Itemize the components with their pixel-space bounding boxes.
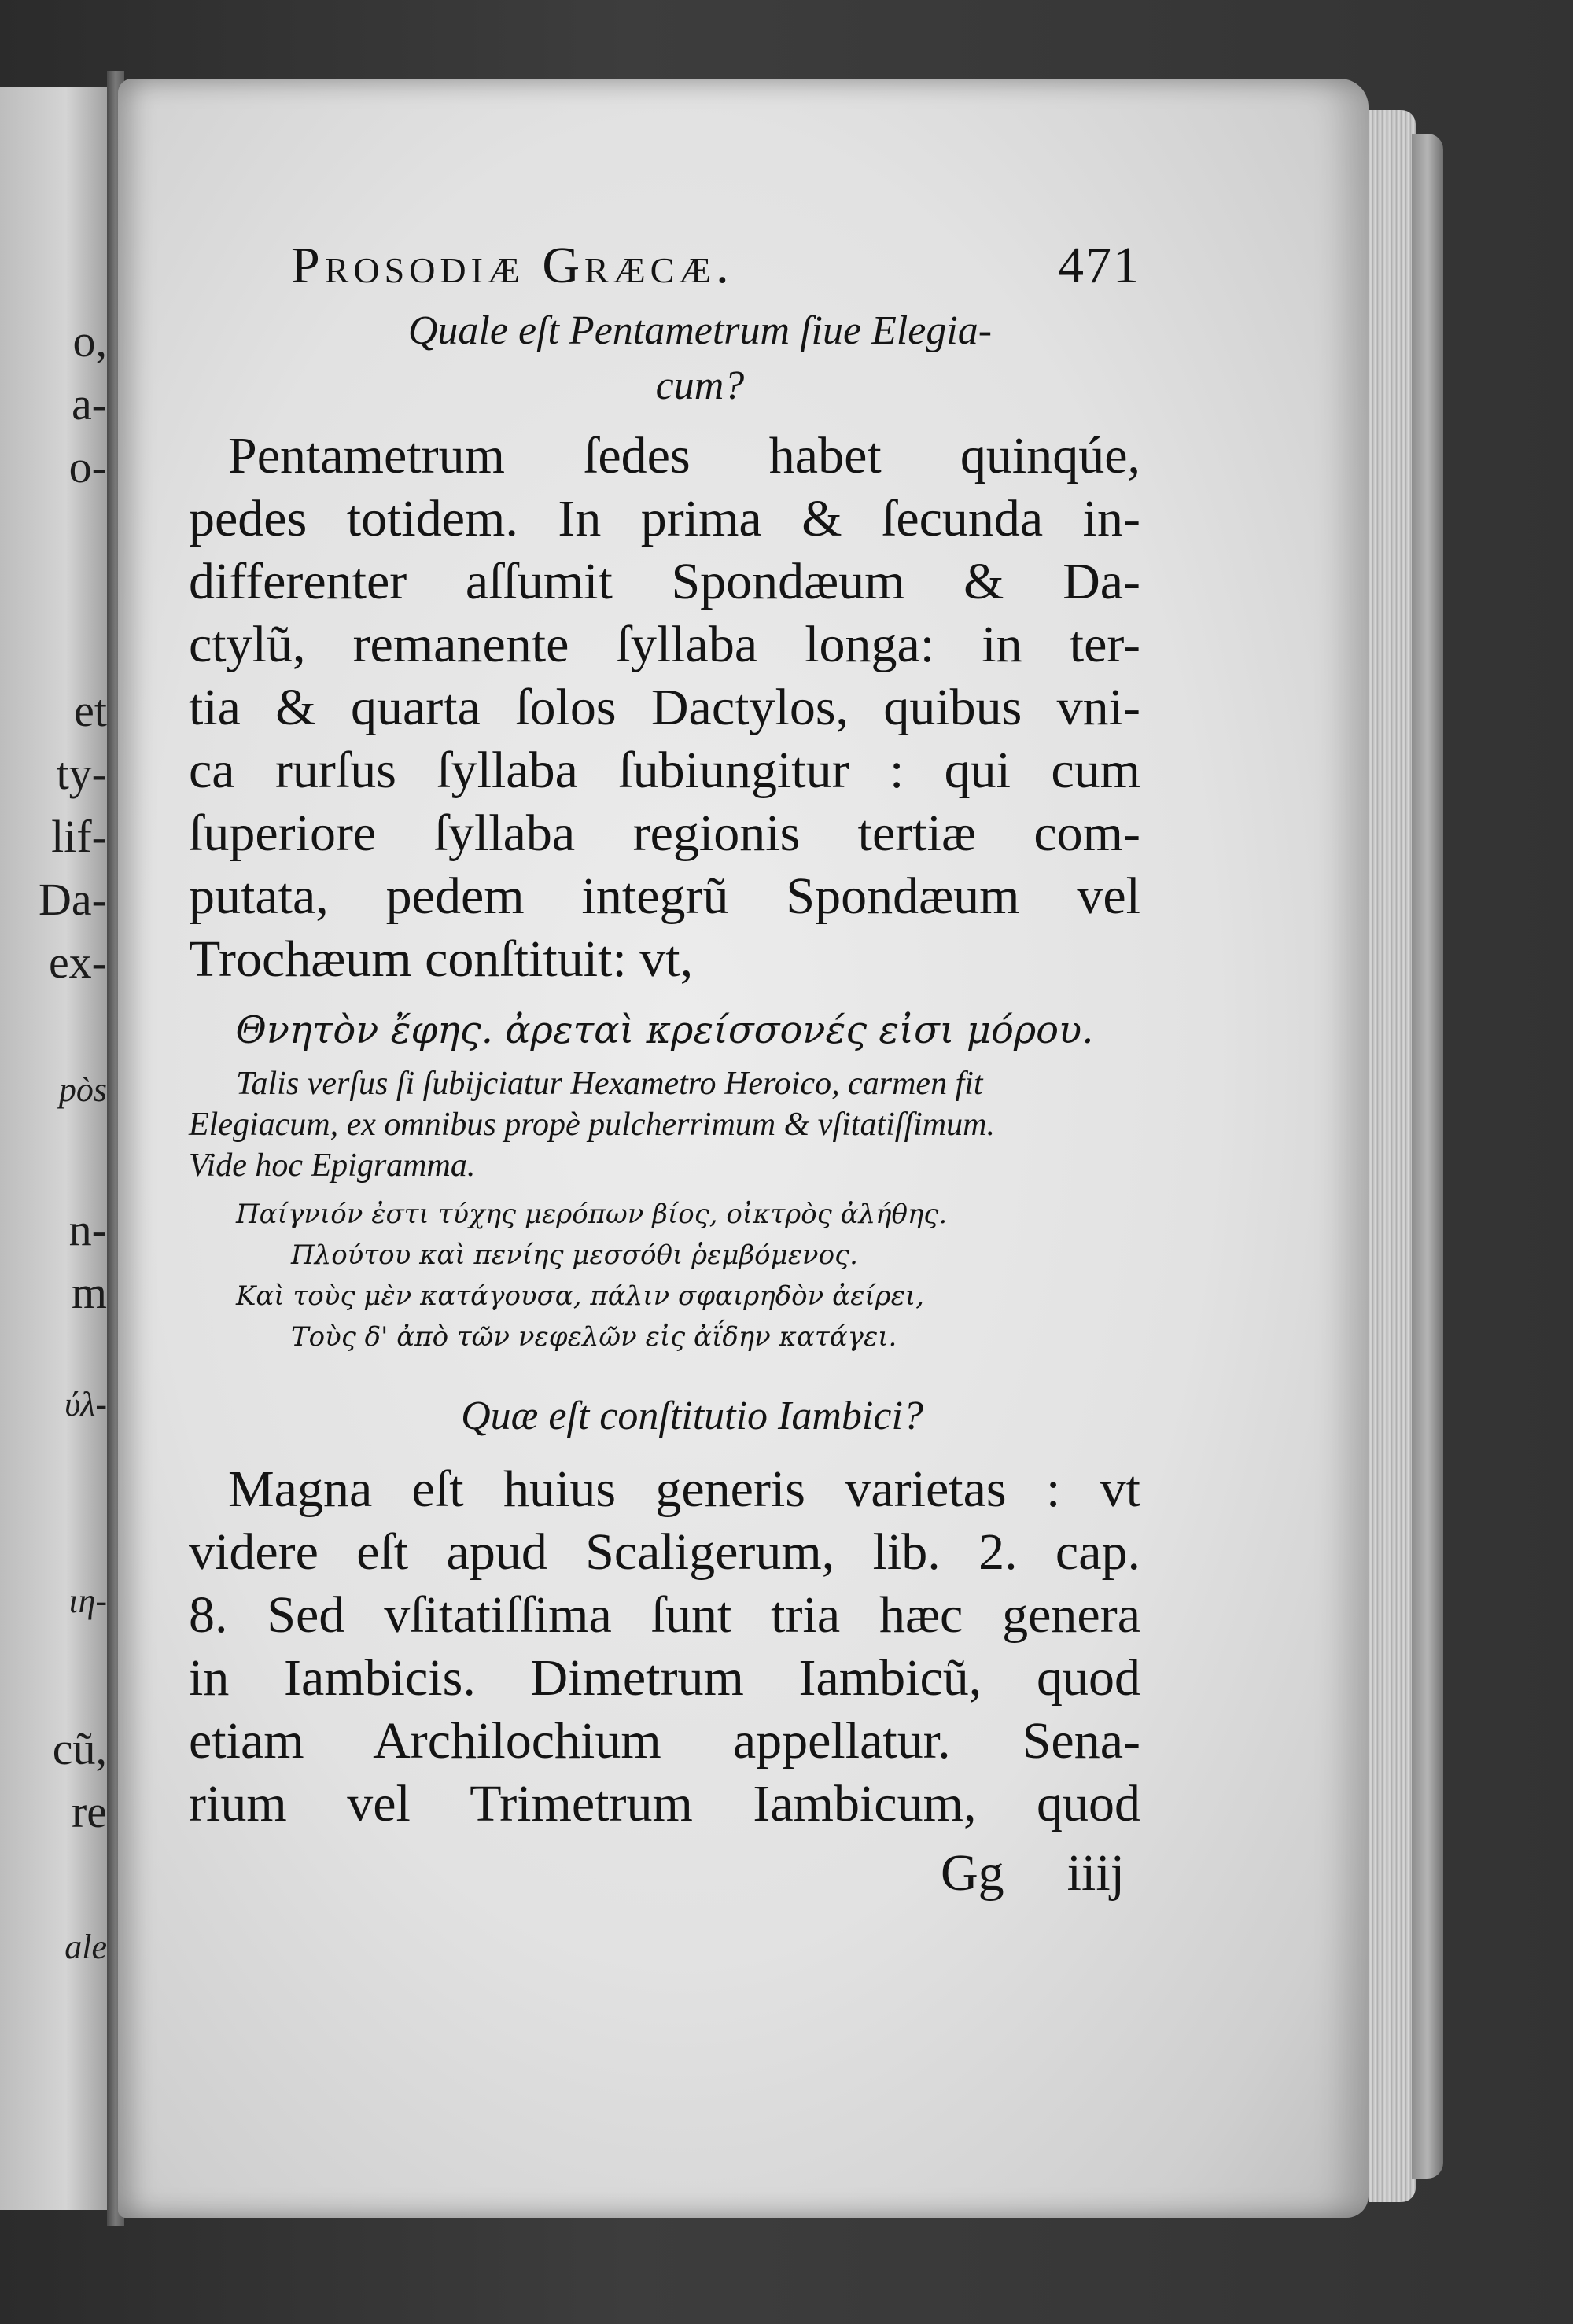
text-line: videre eſt apud Scaligerum, lib. 2. cap. <box>189 1523 1140 1581</box>
left-fragment: ty- <box>56 748 107 799</box>
text-line: Trochæum conſtituit: vt, <box>189 930 694 988</box>
left-fragment: ύλ- <box>64 1385 107 1423</box>
page-text <box>189 236 1140 1903</box>
greek-verse-example: Θνητὸν ἔφης. ἀρεταὶ κρείσσονές εἰσι μόρου. <box>235 1008 1094 1052</box>
text-line: Pentametrum ſedes habet quinqúe, <box>228 427 1140 484</box>
epigram-line: Παίγνιόν ἐστι τύχης μερόπων βίος, οἰκτρὸς ἀλήθης. <box>236 1199 948 1230</box>
signature-mark <box>189 1843 1140 1903</box>
note-line: Talis verſus ſi ſubijciatur Hexametro Heroico, carmen fit <box>236 1066 983 1102</box>
text-line: ctylũ, remanente ſyllaba longa: in ter- <box>189 616 1140 673</box>
answer-paragraph <box>189 425 1140 991</box>
left-fragment: lif- <box>51 811 107 862</box>
left-fragment: n- <box>68 1204 107 1255</box>
text-line: differenter aſſumit Spondæum & Da- <box>189 553 1140 610</box>
question-heading <box>189 304 1140 414</box>
text-line: in Iambicis. Dimetrum Iambicũ, quod <box>189 1649 1140 1707</box>
answer-paragraph <box>189 1458 1140 1836</box>
left-fragment: m <box>71 1267 107 1318</box>
left-fragment: a- <box>71 378 107 429</box>
left-fragment: ex- <box>48 937 107 988</box>
text-line: ſuperiore ſyllaba regionis tertiæ com- <box>189 805 1140 862</box>
running-title: Prosodiæ Græcæ. <box>291 237 734 294</box>
text-line: rium vel Trimetrum Iambicum, quod <box>189 1775 1140 1832</box>
italic-note <box>189 1063 1140 1186</box>
left-fragment: o, <box>72 315 107 366</box>
left-fragment: et <box>74 685 107 736</box>
question-heading: Quæ eſt conſtitutio Iambici? <box>461 1394 923 1438</box>
running-header <box>291 236 1140 296</box>
left-facing-page <box>0 87 110 2210</box>
text-line: pedes totidem. In prima & ſecunda in- <box>189 490 1140 547</box>
signature-letters: Gg <box>940 1844 1004 1902</box>
text-line: putata, pedem integrũ Spondæum vel <box>189 867 1140 925</box>
text-line: Magna eſt huius generis varietas : vt <box>228 1460 1140 1518</box>
text-line: 8. Sed vſitatiſſima ſunt tria hæc genera <box>189 1586 1140 1644</box>
question-line: cum? <box>655 363 745 408</box>
left-fragment: Da- <box>39 874 107 925</box>
left-fragment: pòs <box>58 1070 107 1109</box>
greek-epigram <box>236 1194 1140 1357</box>
page-number: 471 <box>1058 237 1140 294</box>
question-line: Quale eſt Pentametrum ſiue Elegia- <box>407 308 993 353</box>
left-fragment: ιη- <box>68 1582 107 1620</box>
text-line: etiam Archilochium appellatur. Sena- <box>189 1712 1140 1770</box>
epigram-line: Καὶ τοὺς μὲν κατάγουσα, πάλιν σφαιρηδὸν ἀείρει, <box>236 1280 925 1312</box>
signature-number: iiij <box>1066 1844 1125 1902</box>
text-line: tia & quarta ſolos Dactylos, quibus vni- <box>189 679 1140 736</box>
left-fragment: re <box>71 1786 107 1837</box>
epigram-line: Τοὺς δ' ἀπὸ τῶν νεφελῶν εἰς ἀΐδην κατάγει. <box>291 1321 897 1353</box>
page-edges <box>1369 110 1416 2202</box>
left-fragment: cũ, <box>52 1723 107 1774</box>
cover-edge <box>1412 134 1443 2179</box>
left-fragment: ale <box>64 1928 107 1966</box>
left-fragment: o- <box>68 441 107 492</box>
epigram-line: Πλούτου καὶ πενίης μεσσόθι ῥεμβόμενος. <box>291 1239 858 1271</box>
note-line: Vide hoc Epigramma. <box>189 1147 476 1184</box>
text-line: ca rurſus ſyllaba ſubiungitur : qui cum <box>189 742 1140 799</box>
note-line: Elegiacum, ex omnibus propè pulcherrimum & vſitatiſſimum. <box>189 1107 995 1143</box>
